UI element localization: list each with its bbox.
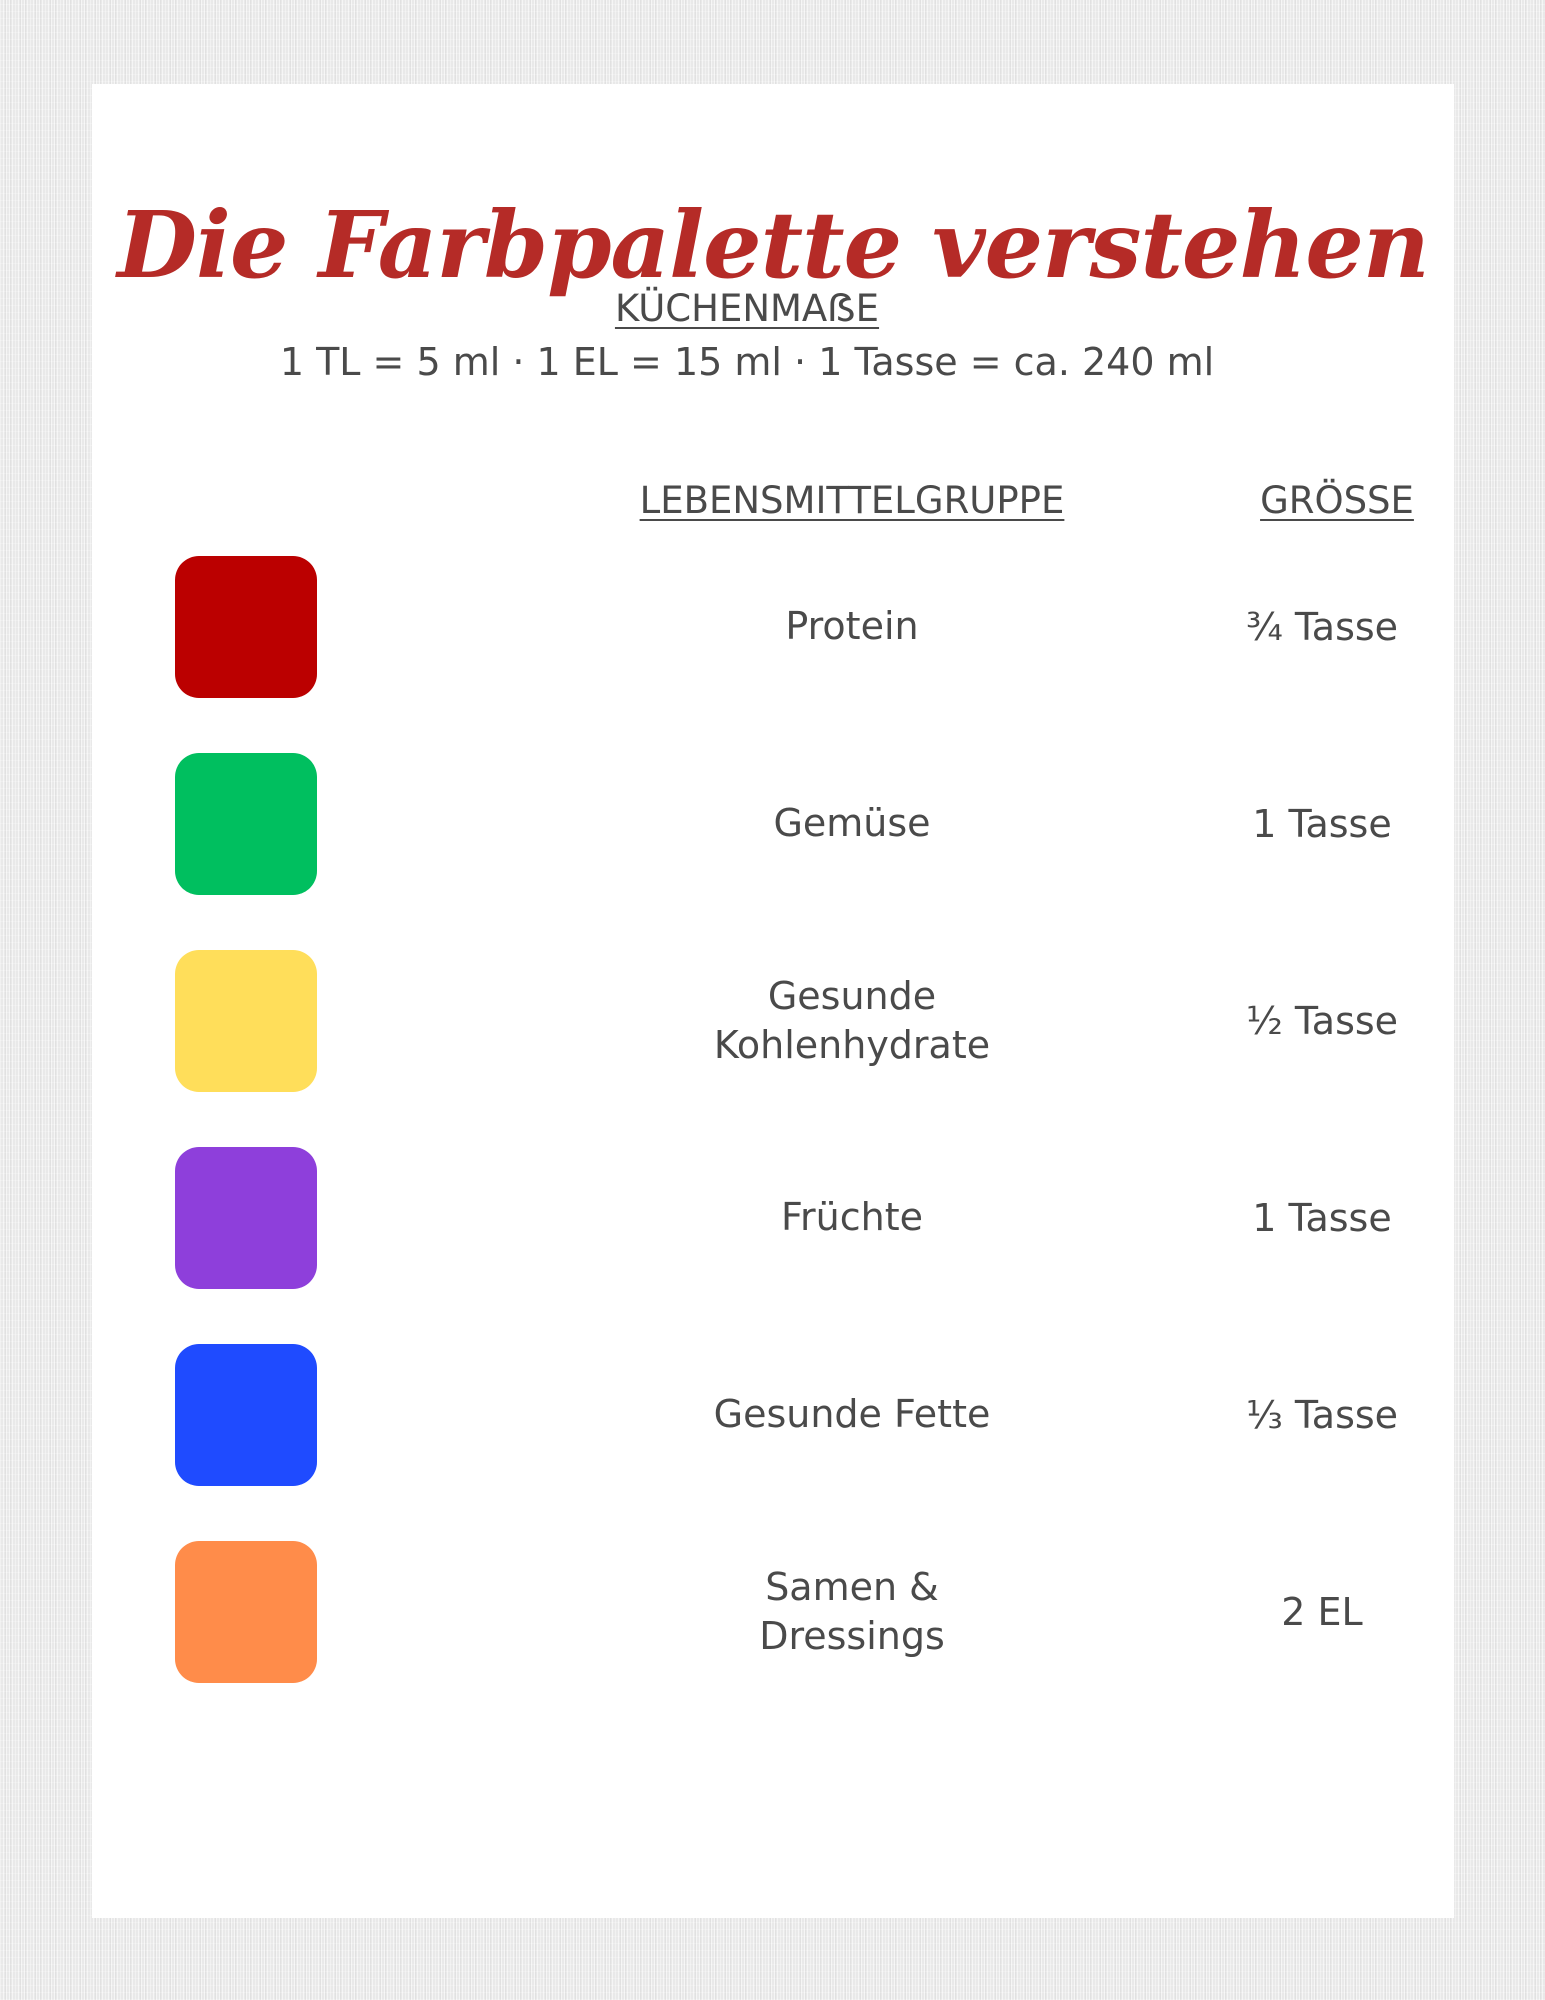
food-group-label: Protein: [785, 604, 919, 649]
food-group-cell: [532, 1541, 1172, 1683]
food-group-label: Gesunde Kohlenhydrate: [713, 973, 991, 1067]
table-row: [92, 950, 1454, 1092]
portion-size-cell: 1 Tasse: [1252, 802, 1392, 846]
food-group-cell: [532, 753, 1172, 895]
food-group-cell: [532, 1344, 1172, 1486]
table-row: [92, 753, 1454, 895]
color-swatch-red: [175, 556, 317, 698]
portion-size-cell: ⅓ Tasse: [1245, 1393, 1399, 1437]
food-group-cell: [532, 950, 1172, 1092]
column-header-food-group: LEBENSMITTELGRUPPE: [639, 479, 1065, 522]
color-swatch-green: [175, 753, 317, 895]
kitchen-measures-text: 1 TL = 5 ml · 1 EL = 15 ml · 1 Tasse = ca. 240 ml: [279, 340, 1215, 384]
column-header-size: GRÖSSE: [1260, 479, 1414, 522]
food-group-label: Samen & Dressings: [759, 1564, 945, 1658]
kitchen-measures-heading: KÜCHENMAẞE: [614, 287, 880, 330]
color-swatch-purple: [175, 1147, 317, 1289]
table-row: [92, 1541, 1454, 1683]
portion-size-cell: ½ Tasse: [1245, 999, 1399, 1043]
portion-size-cell: 1 Tasse: [1252, 1196, 1392, 1240]
table-row: [92, 1147, 1454, 1289]
page-title: Die Farbpalette verstehen: [117, 191, 1429, 299]
table-row: [92, 1344, 1454, 1486]
portion-size-cell: 2 EL: [1281, 1590, 1363, 1634]
food-group-cell: [532, 556, 1172, 698]
table-row: [92, 556, 1454, 698]
food-group-label: Früchte: [780, 1195, 924, 1240]
portion-sheet: [92, 84, 1454, 1918]
food-group-label: Gesunde Fette: [713, 1392, 991, 1437]
food-group-cell: [532, 1147, 1172, 1289]
color-swatch-orange: [175, 1541, 317, 1683]
food-group-label: Gemüse: [773, 801, 931, 846]
portion-size-cell: ¾ Tasse: [1245, 605, 1399, 649]
color-swatch-yellow: [175, 950, 317, 1092]
color-swatch-blue: [175, 1344, 317, 1486]
